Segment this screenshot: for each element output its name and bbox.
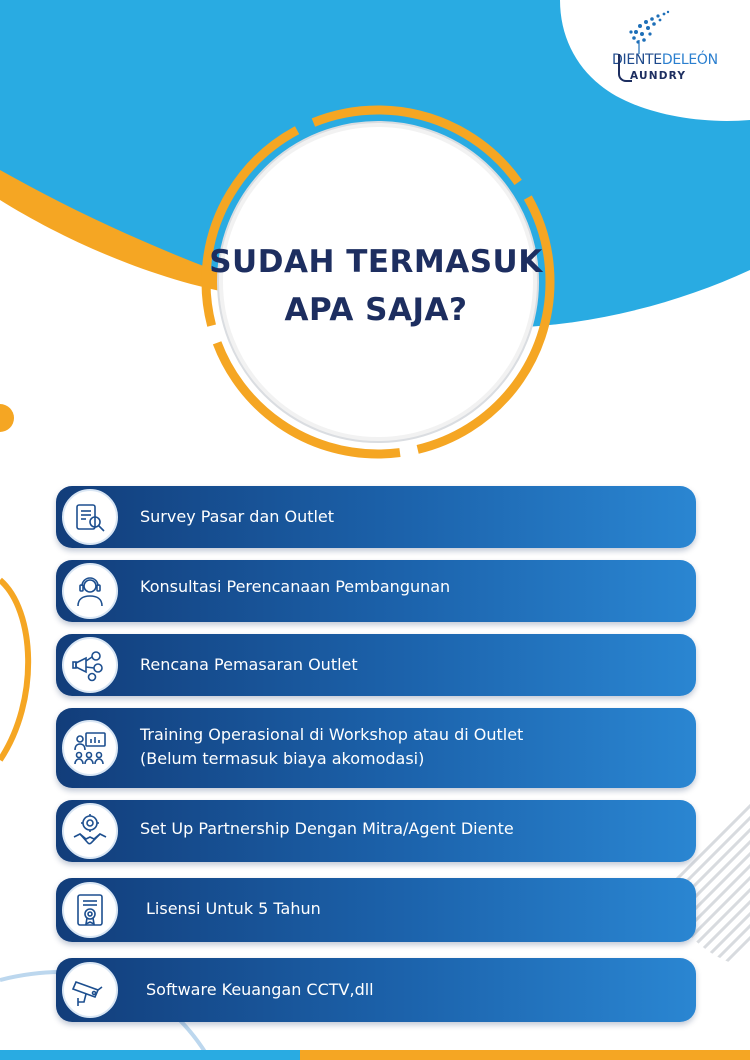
list-item	[56, 486, 696, 548]
brand-name-accent: DELEÓN	[661, 52, 718, 68]
icon-badge	[62, 489, 118, 545]
item-label: Training Operasional di Workshop atau di Outlet	[140, 725, 524, 744]
item-text	[140, 723, 676, 771]
item-label: Survey Pasar dan Outlet	[140, 507, 335, 526]
icon-badge	[62, 882, 118, 938]
item-label: Set Up Partnership Dengan Mitra/Agent Diente	[140, 819, 514, 838]
icon-badge	[62, 803, 118, 859]
training-presentation-icon	[72, 730, 108, 766]
partnership-handshake-icon	[72, 813, 108, 849]
license-certificate-icon	[72, 892, 108, 928]
list-item	[56, 708, 696, 788]
title-line-1: SUDAH TERMASUK	[209, 244, 543, 280]
item-text	[140, 817, 676, 841]
title-line-2: APA SAJA?	[284, 292, 468, 328]
item-label: Rencana Pemasaran Outlet	[140, 655, 358, 674]
icon-badge	[62, 962, 118, 1018]
icon-badge	[62, 637, 118, 693]
list-item	[56, 634, 696, 696]
brand-initial: D	[612, 52, 623, 68]
item-label: Software Keuangan CCTV,dll	[146, 980, 374, 999]
item-text	[140, 653, 676, 677]
brand-name: IENTE	[622, 52, 662, 68]
item-label: Lisensi Untuk 5 Tahun	[146, 899, 321, 918]
item-label: Konsultasi Perencanaan Pembangunan	[140, 577, 451, 596]
icon-badge	[62, 563, 118, 619]
list-item	[56, 560, 696, 622]
item-note: (Belum termasuk biaya akomodasi)	[140, 749, 425, 768]
brand-subtitle: AUNDRY	[630, 70, 687, 82]
report-search-icon	[72, 499, 108, 535]
list-item	[56, 800, 696, 862]
megaphone-marketing-icon	[72, 647, 108, 683]
page-title	[206, 238, 546, 334]
item-text	[140, 505, 676, 529]
consultant-headset-icon	[72, 573, 108, 609]
cctv-camera-icon	[72, 972, 108, 1008]
item-text	[140, 575, 676, 599]
list-item	[56, 878, 696, 942]
dandelion-icon	[622, 10, 672, 54]
brand-logo	[612, 10, 742, 110]
icon-badge	[62, 720, 118, 776]
list-item	[56, 958, 696, 1022]
item-text	[146, 897, 676, 921]
item-text	[146, 978, 676, 1002]
